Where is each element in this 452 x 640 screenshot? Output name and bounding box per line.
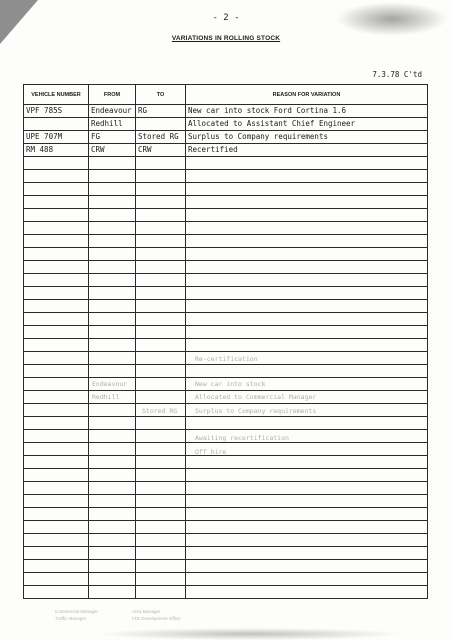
vehicle-number-cell: [24, 495, 89, 508]
footer-show-through-line: Commercial Manager: [55, 609, 99, 614]
vehicle-number-cell: [24, 105, 89, 118]
show-through-line: Redhill: [92, 393, 120, 401]
to-cell: [136, 261, 186, 274]
to-cell: [136, 586, 186, 599]
vehicle-number-cell: [24, 261, 89, 274]
blank-table-row: [24, 495, 428, 508]
blank-table-row: [24, 274, 428, 287]
from-cell: [89, 560, 136, 573]
vehicle-number-cell: [24, 547, 89, 560]
vehicle-number-text: RM 488: [26, 145, 54, 154]
table-row: [24, 144, 428, 157]
to-cell: [136, 326, 186, 339]
from-cell: [89, 365, 136, 378]
from-cell: [89, 547, 136, 560]
vehicle-number-cell: [24, 391, 89, 404]
table-row: [24, 131, 428, 144]
reason-cell: [186, 287, 428, 300]
reason-cell: [186, 586, 428, 599]
vehicle-number-cell: [24, 144, 89, 157]
from-text: Endeavour: [91, 106, 132, 115]
blank-table-row: [24, 196, 428, 209]
to-cell: [136, 339, 186, 352]
blank-table-row: [24, 339, 428, 352]
vehicle-number-cell: [24, 313, 89, 326]
reason-cell: [186, 560, 428, 573]
to-cell: [136, 417, 186, 430]
to-cell: [136, 313, 186, 326]
from-cell: [89, 196, 136, 209]
vehicle-number-cell: [24, 521, 89, 534]
vehicle-number-cell: [24, 443, 89, 456]
from-cell: [89, 235, 136, 248]
from-text: CRW: [91, 145, 105, 154]
to-cell: [136, 352, 186, 365]
blank-table-row: [24, 287, 428, 300]
show-through-line: Endeavour: [92, 380, 128, 388]
to-cell: [136, 118, 186, 131]
reason-cell: [186, 573, 428, 586]
show-through-line: Surplus to Company requirements: [195, 407, 317, 415]
from-cell: [89, 482, 136, 495]
table-header-row: [24, 85, 428, 105]
table-row: [24, 118, 428, 131]
blank-table-row: [24, 261, 428, 274]
blank-table-row: [24, 365, 428, 378]
blank-table-row: [24, 170, 428, 183]
vehicle-number-cell: [24, 365, 89, 378]
to-cell: [136, 157, 186, 170]
blank-table-row: [24, 456, 428, 469]
vehicle-number-text: VPF 785S: [26, 106, 63, 115]
column-header-from: FROM: [89, 85, 136, 105]
from-cell: [89, 222, 136, 235]
to-cell: [136, 131, 186, 144]
vehicle-number-cell: [24, 300, 89, 313]
vehicle-number-cell: [24, 131, 89, 144]
from-cell: [89, 183, 136, 196]
scan-smudge-bottom: [100, 628, 400, 640]
vehicle-number-cell: [24, 573, 89, 586]
to-cell: [136, 248, 186, 261]
to-cell: [136, 170, 186, 183]
to-text: RG: [138, 106, 148, 115]
from-cell: [89, 248, 136, 261]
to-cell: [136, 534, 186, 547]
vehicle-number-cell: [24, 274, 89, 287]
blank-table-row: [24, 560, 428, 573]
reason-cell: [186, 417, 428, 430]
to-cell: [136, 183, 186, 196]
blank-table-row: [24, 521, 428, 534]
reason-cell: [186, 456, 428, 469]
to-cell: [136, 391, 186, 404]
from-cell: [89, 157, 136, 170]
vehicle-number-cell: [24, 482, 89, 495]
to-cell: [136, 521, 186, 534]
blank-table-row: [24, 183, 428, 196]
vehicle-number-cell: [24, 118, 89, 131]
reason-cell: [186, 157, 428, 170]
vehicle-number-cell: [24, 196, 89, 209]
reason-cell: [186, 209, 428, 222]
footer-show-through-line: LTE Development Office: [132, 616, 181, 621]
reason-cell: [186, 482, 428, 495]
from-text: FG: [91, 132, 101, 141]
to-cell: [136, 547, 186, 560]
to-cell: [136, 573, 186, 586]
from-cell: [89, 131, 136, 144]
reason-cell: [186, 300, 428, 313]
from-cell: [89, 209, 136, 222]
from-cell: [89, 417, 136, 430]
from-cell: [89, 521, 136, 534]
vehicle-number-cell: [24, 586, 89, 599]
reason-cell: [186, 105, 428, 118]
reason-cell: [186, 131, 428, 144]
to-cell: [136, 222, 186, 235]
to-cell: [136, 560, 186, 573]
from-cell: [89, 300, 136, 313]
from-cell: [89, 313, 136, 326]
blank-table-row: [24, 417, 428, 430]
reason-cell: [186, 118, 428, 131]
from-cell: [89, 287, 136, 300]
from-cell: [89, 443, 136, 456]
vehicle-number-cell: [24, 183, 89, 196]
reason-cell: [186, 495, 428, 508]
to-cell: [136, 196, 186, 209]
blank-table-row: [24, 547, 428, 560]
from-cell: [89, 586, 136, 599]
column-header-reason: REASON FOR VARIATION: [186, 85, 428, 105]
variations-table: [23, 84, 428, 599]
to-cell: [136, 482, 186, 495]
to-cell: [136, 105, 186, 118]
from-cell: [89, 274, 136, 287]
blank-table-row: [24, 157, 428, 170]
reason-cell: [186, 170, 428, 183]
vehicle-number-cell: [24, 287, 89, 300]
to-cell: [136, 495, 186, 508]
blank-table-row: [24, 300, 428, 313]
reason-cell: [186, 521, 428, 534]
from-cell: [89, 469, 136, 482]
reason-text: Recertified: [188, 145, 238, 154]
footer-show-through-line: Traffic Manager: [55, 616, 87, 621]
column-header-to: TO: [136, 85, 186, 105]
from-cell: [89, 534, 136, 547]
blank-table-row: [24, 209, 428, 222]
reason-text: New car into stock Ford Cortina 1.6: [188, 106, 347, 115]
to-cell: [136, 144, 186, 157]
from-text: Redhill: [91, 119, 123, 128]
vehicle-number-cell: [24, 378, 89, 391]
from-cell: [89, 495, 136, 508]
vehicle-number-cell: [24, 157, 89, 170]
reason-cell: [186, 248, 428, 261]
to-cell: [136, 430, 186, 443]
reason-cell: [186, 222, 428, 235]
reason-cell: [186, 235, 428, 248]
reason-cell: [186, 313, 428, 326]
from-cell: [89, 118, 136, 131]
reason-text: Allocated to Assistant Chief Engineer: [188, 119, 356, 128]
blank-table-row: [24, 573, 428, 586]
to-cell: [136, 287, 186, 300]
vehicle-number-cell: [24, 456, 89, 469]
vehicle-number-cell: [24, 170, 89, 183]
reason-cell: [186, 365, 428, 378]
document-title: VARIATIONS IN ROLLING STOCK: [171, 35, 281, 42]
blank-table-row: [24, 586, 428, 599]
vehicle-number-cell: [24, 248, 89, 261]
blank-table-row: [24, 508, 428, 521]
vehicle-number-cell: [24, 209, 89, 222]
reason-cell: [186, 547, 428, 560]
vehicle-number-cell: [24, 508, 89, 521]
blank-table-row: [24, 534, 428, 547]
blank-table-row: [24, 313, 428, 326]
table-row: [24, 105, 428, 118]
vehicle-number-cell: [24, 534, 89, 547]
vehicle-number-cell: [24, 430, 89, 443]
to-cell: [136, 456, 186, 469]
vehicle-number-cell: [24, 352, 89, 365]
column-header-vehicle-number: VEHICLE NUMBER: [24, 85, 89, 105]
vehicle-number-text: UPE 707M: [26, 132, 63, 141]
from-cell: [89, 261, 136, 274]
blank-table-row: [24, 469, 428, 482]
blank-table-row: [24, 222, 428, 235]
show-through-line: Allocated to Commercial Manager: [195, 393, 317, 401]
reason-cell: [186, 339, 428, 352]
from-cell: [89, 326, 136, 339]
to-cell: [136, 274, 186, 287]
show-through-line: Awaiting recertification: [195, 434, 289, 442]
reason-cell: [186, 274, 428, 287]
blank-table-row: [24, 326, 428, 339]
show-through-line: Re-certification: [195, 355, 258, 363]
show-through-line: Off hire: [195, 448, 227, 456]
from-cell: [89, 404, 136, 417]
from-cell: [89, 105, 136, 118]
to-text: Stored RG: [138, 132, 179, 141]
vehicle-number-cell: [24, 417, 89, 430]
reason-cell: [186, 261, 428, 274]
to-cell: [136, 469, 186, 482]
to-text: CRW: [138, 145, 152, 154]
to-cell: [136, 235, 186, 248]
blank-table-row: [24, 248, 428, 261]
from-cell: [89, 430, 136, 443]
from-cell: [89, 573, 136, 586]
to-cell: [136, 443, 186, 456]
from-cell: [89, 456, 136, 469]
from-cell: [89, 339, 136, 352]
reason-cell: [186, 196, 428, 209]
vehicle-number-cell: [24, 235, 89, 248]
blank-table-row: [24, 482, 428, 495]
from-cell: [89, 352, 136, 365]
to-cell: [136, 300, 186, 313]
blank-table-row: [24, 235, 428, 248]
vehicle-number-cell: [24, 469, 89, 482]
reason-cell: [186, 469, 428, 482]
footer-show-through-line: Area Manager: [132, 609, 161, 614]
vehicle-number-cell: [24, 404, 89, 417]
show-through-line: New car into stock: [195, 380, 266, 388]
to-cell: [136, 378, 186, 391]
page-number: - 2 -: [212, 13, 240, 23]
vehicle-number-cell: [24, 326, 89, 339]
from-cell: [89, 508, 136, 521]
vehicle-number-cell: [24, 222, 89, 235]
continued-date: 7.3.78 C'td: [372, 70, 422, 79]
to-cell: [136, 365, 186, 378]
vehicle-number-cell: [24, 560, 89, 573]
table-body: [24, 105, 428, 599]
from-cell: [89, 170, 136, 183]
to-cell: [136, 209, 186, 222]
to-cell: [136, 508, 186, 521]
show-through-line: Stored RG: [142, 407, 178, 415]
from-cell: [89, 144, 136, 157]
reason-cell: [186, 508, 428, 521]
reason-cell: [186, 183, 428, 196]
reason-cell: [186, 326, 428, 339]
reason-text: Surplus to Company requirements: [188, 132, 328, 141]
reason-cell: [186, 534, 428, 547]
vehicle-number-cell: [24, 339, 89, 352]
reason-cell: [186, 144, 428, 157]
